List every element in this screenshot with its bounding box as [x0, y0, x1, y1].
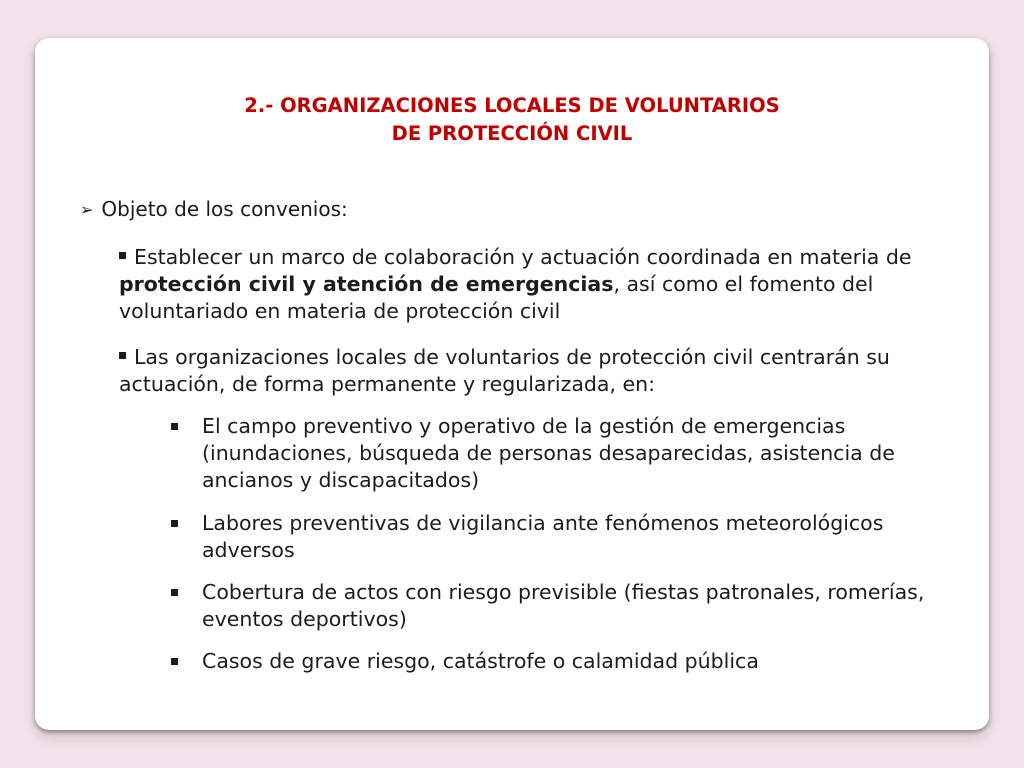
list-item — [171, 510, 971, 564]
point-establecer-text-after: , así como el fomento del voluntariado en materia de protección civil — [119, 272, 874, 323]
point-organizaciones — [119, 344, 959, 398]
point-organizaciones-text: Las organizaciones locales de voluntarios de protección civil centrarán su actuación, de forma permanente y regularizada, en: — [119, 345, 890, 396]
square-bullet-icon — [119, 252, 126, 259]
objeto-heading-text: Objeto de los convenios: — [101, 197, 348, 221]
objeto-heading — [80, 196, 348, 224]
square-bullet-icon — [119, 352, 126, 359]
arrow-bullet-icon: ➢ — [80, 200, 94, 219]
square-bullet-icon — [171, 520, 178, 527]
list-item — [171, 579, 971, 633]
list-item — [171, 413, 971, 494]
slide-card — [35, 38, 989, 730]
list-item-text: Cobertura de actos con riesgo previsible (fiestas patronales, romerías, eventos deportivos) — [202, 580, 925, 631]
list-item-text: Casos de grave riesgo, catástrofe o calamidad pública — [202, 649, 759, 673]
slide-title-line-2: DE PROTECCIÓN CIVIL — [391, 122, 633, 145]
point-establecer — [119, 244, 959, 325]
list-item-text: El campo preventivo y operativo de la gestión de emergencias (inundaciones, búsqueda de personas desaparecidas, asistencia de ancianos y discapacitados) — [202, 414, 895, 492]
list-item-text: Labores preventivas de vigilancia ante fenómenos meteorológicos adversos — [202, 511, 884, 562]
square-bullet-icon — [171, 423, 178, 430]
square-bullet-icon — [171, 658, 178, 665]
slide-title-line-1: 2.- ORGANIZACIONES LOCALES DE VOLUNTARIOS — [244, 94, 780, 117]
square-bullet-icon — [171, 589, 178, 596]
list-item — [171, 648, 971, 675]
slide-title — [35, 92, 989, 148]
point-establecer-text-before: Establecer un marco de colaboración y actuación coordinada en materia de — [134, 245, 912, 269]
point-establecer-bold: protección civil y atención de emergencias — [119, 272, 614, 296]
